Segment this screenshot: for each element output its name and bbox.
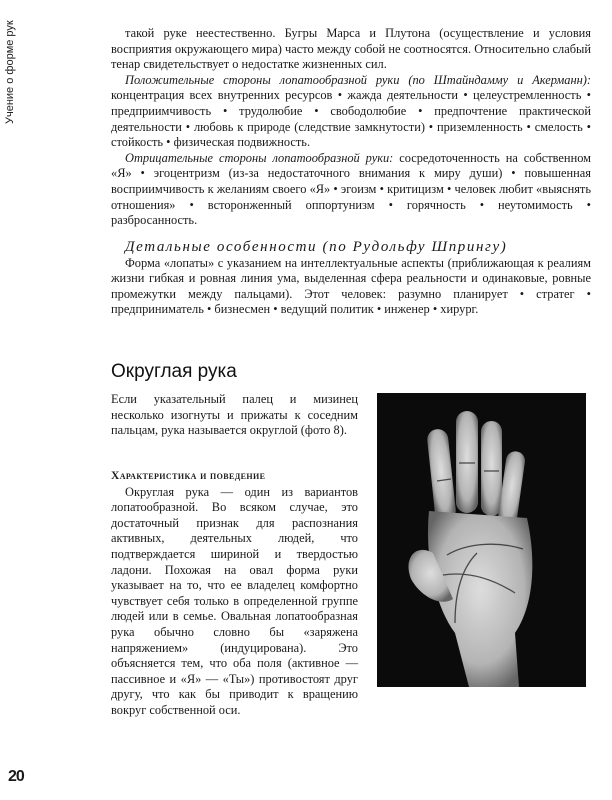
top-text-block — [111, 26, 591, 229]
middle-finger — [456, 411, 478, 513]
paragraph-continuation: такой руке неестественно. Бугры Марса и Плутона (осуществление и условия восприятия окружающего мира) часто между собой не соотносятся. Относительно слабый тенар свидетельствует о недостатке жизненных сил. — [111, 26, 591, 72]
details-block — [111, 240, 591, 318]
positive-traits-label: Положительные стороны лопатообразной руки (по Штайндамму и Акерманн): — [125, 72, 591, 87]
intro-block — [111, 392, 358, 439]
characteristics-block — [111, 469, 358, 719]
negative-traits-paragraph — [111, 151, 591, 229]
negative-traits-label: Отрицательные стороны лопатообразной руки: — [125, 150, 394, 165]
details-text: Форма «лопаты» с указанием на интеллектуальные аспекты (приближающая к реалиям жизни гибкая и ровная линия ума, выделенная сфера реальности и одинаковые, ровные промежутки между пальцами). Этот человек: разумно планирует • стратег • предприниматель • бизнесмен • ведущий политик • инженер • хирург. — [111, 255, 591, 317]
characteristics-text: Округлая рука — один из вариантов лопатообразной. Во всяком случае, это достаточный признак для распознания активных, деятельных людей, что подтверждается шириной и твердостью ладони. Похожая на овал форма руки указывает на то, что ее владелец комфортно чувствует себя только в определенной группе людей или в семье. Овальная лопатообразная рука обычно словно бы «заряжена напряжением» (индуцирована). Это объясняется тем, что оба поля (активное — пассивное и «Я» — «Ты») противостоят друг другу, что как бы приводит к вращению вокруг собственной оси. — [111, 484, 358, 717]
section-title: Округлая рука — [111, 361, 237, 382]
hand-photo — [377, 393, 586, 687]
intro-paragraph: Если указательный палец и мизинец несколько изогнуты и прижаты к соседним пальцам, рука называется округлой (фото 8). — [111, 392, 358, 438]
details-heading: Детальные особенности (по Рудольфу Шпрингу) — [125, 239, 508, 255]
negative-traits-text: сосредоточенность на собственном «Я» • эгоцентризм (из-за недостаточного внимания к миру души) • повышенная восприимчивость к желаниям своего «Я» • эгоизм • критицизм • человек любит «выяснять отношения» • всторонженный оппортунизм • горячность • неутомимость • разбросанность. — [111, 150, 591, 228]
positive-traits-paragraph — [111, 73, 591, 151]
ring-finger — [481, 421, 502, 516]
positive-traits-text: концентрация всех внутренних ресурсов • жажда деятельности • целеустремленность • предприимчивость • трудолюбие • свободолюбие • предпочтение практической деятельности • любовь к природе (следствие замкнутости) • приземленность • смелость • стойкость • физическая подвижность. — [111, 88, 591, 150]
characteristics-subheading: Характеристика и поведение — [111, 470, 266, 482]
page-number: 20 — [8, 768, 24, 785]
running-head: Учение о форме рук — [4, 20, 16, 124]
hand-illustration — [377, 393, 586, 687]
index-finger — [426, 428, 457, 522]
